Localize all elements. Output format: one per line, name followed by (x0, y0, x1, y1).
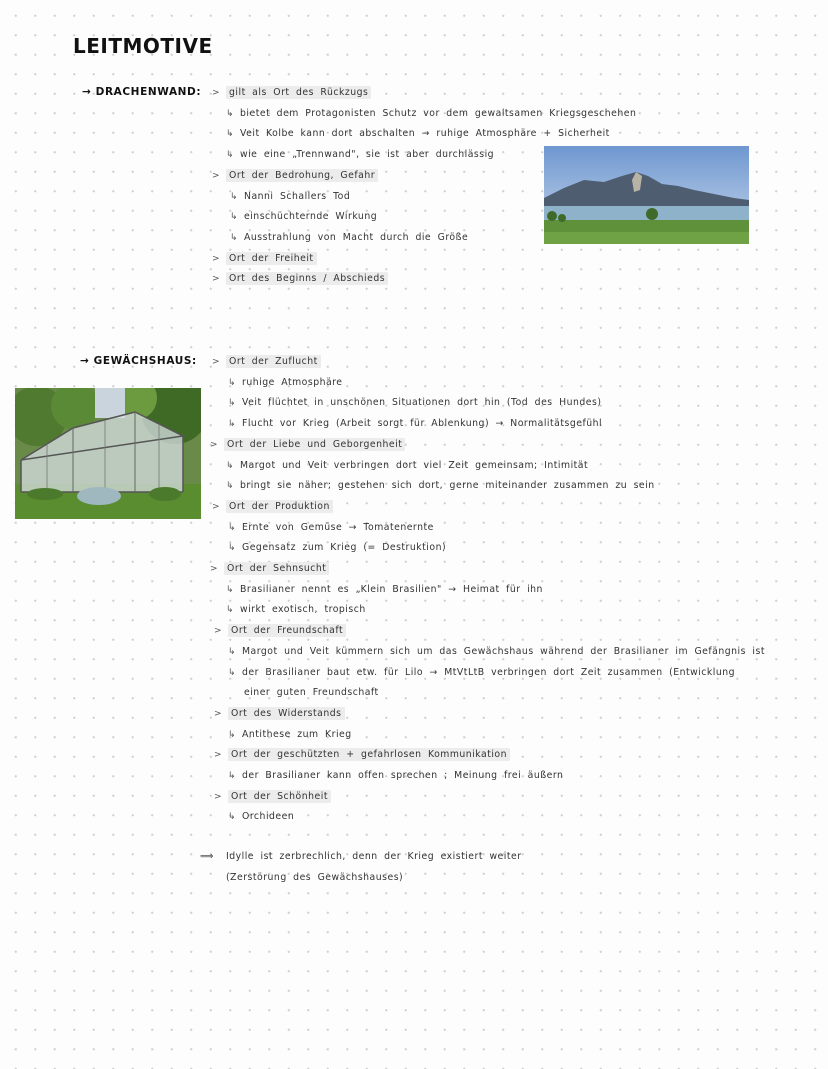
sub-arrow-icon: ↳ (228, 812, 237, 823)
section-gewaechshaus-heading: → GEWÄCHSHAUS: (80, 355, 197, 367)
note-text: einer guten Freundschaft (244, 687, 379, 699)
sub-arrow-icon: ↳ (226, 605, 235, 616)
note-line (226, 148, 494, 162)
note-line (212, 272, 388, 286)
note-line (214, 707, 345, 721)
note-text: Orchideen (242, 811, 295, 823)
note-line (228, 666, 735, 680)
note-line (228, 417, 602, 431)
note-text: Ort der Produktion (226, 500, 333, 513)
greenhouse-image (15, 388, 201, 519)
note-line (226, 603, 366, 617)
note-line (230, 231, 468, 245)
bullet-chevron-icon: > (212, 501, 221, 512)
note-text: Ausstrahlung von Macht durch die Größe (244, 231, 469, 243)
sub-arrow-icon: ↳ (228, 419, 237, 430)
bullet-chevron-icon: > (212, 253, 221, 264)
note-line (230, 190, 350, 204)
note-line (228, 521, 434, 535)
note-line (228, 541, 446, 555)
sub-arrow-icon: ↳ (230, 232, 239, 243)
note-text: Ort des Widerstands (228, 707, 345, 720)
note-text: bietet dem Protagonisten Schutz vor dem gewaltsamen Kriegsgeschehen (240, 107, 637, 119)
bullet-chevron-icon: > (212, 170, 221, 181)
lake-mountain-image (544, 146, 749, 244)
note-line (212, 355, 321, 369)
note-text: Ort der Liebe und Geborgenheit (224, 438, 405, 451)
note-line (226, 583, 543, 597)
note-line (212, 86, 371, 100)
conclusion-arrow: ⟹ (200, 851, 214, 862)
note-line (226, 479, 655, 493)
sub-arrow-icon: ↳ (226, 150, 235, 161)
sub-arrow-icon: ↳ (228, 522, 237, 533)
note-line (210, 562, 329, 576)
note-text: Ort der Sehnsucht (224, 562, 329, 575)
sub-arrow-icon: ↳ (228, 398, 237, 409)
note-line (228, 376, 343, 390)
conclusion-line-2: (Zerstörung des Gewächshauses) (226, 872, 404, 883)
note-line (214, 790, 331, 804)
note-line (214, 748, 510, 762)
note-line (228, 645, 765, 659)
conclusion-line-1: Idylle ist zerbrechlich, denn der Krieg existiert weiter (226, 851, 522, 862)
note-text: Nanni Schallers Tod (244, 190, 351, 202)
lake-mountain-photo (544, 146, 749, 244)
note-text: Ort des Beginns / Abschieds (226, 272, 388, 285)
note-text: wirkt exotisch, tropisch (240, 604, 366, 616)
bullet-chevron-icon: > (214, 791, 223, 802)
sub-arrow-icon: ↳ (226, 584, 235, 595)
page-title: LEITMOTIVE (73, 34, 213, 58)
note-text: wie eine „Trennwand", sie ist aber durchlässig (240, 149, 495, 161)
note-text: bringt sie näher; gestehen sich dort, gerne miteinander zusammen zu sein (240, 480, 655, 492)
sub-arrow-icon: ↳ (228, 771, 237, 781)
bullet-chevron-icon: > (212, 88, 221, 98)
note-text: Veit flüchtet in unschönen Situationen dort hin (Tod des Hundes) (242, 397, 602, 409)
bullet-chevron-icon: > (214, 708, 223, 719)
greenhouse-photo (15, 388, 201, 519)
note-text: gilt als Ort des Rückzugs (226, 86, 371, 99)
note-text: der Brasilianer baut etw. für Lilo → MtVtLtB verbringen dort Zeit zusammen (Entwicklung (242, 666, 736, 678)
sub-arrow-icon: ↳ (230, 191, 239, 202)
bullet-chevron-icon: > (210, 439, 219, 450)
sub-arrow-icon: ↳ (228, 667, 237, 678)
bullet-chevron-icon: > (212, 274, 221, 285)
bullet-chevron-icon: > (212, 357, 221, 367)
note-text: Ort der Bedrohung, Gefahr (226, 169, 378, 182)
note-text: Ort der geschützten + gefahrlosen Kommunikation (228, 748, 510, 761)
note-line (212, 252, 317, 266)
note-text: ruhige Atmosphäre (242, 376, 343, 388)
note-text: der Brasilianer kann offen sprechen ; Meinung frei äußern (242, 770, 564, 781)
note-line (230, 210, 377, 224)
sub-arrow-icon: ↳ (226, 481, 235, 492)
note-text: Ort der Freundschaft (228, 624, 346, 637)
bullet-chevron-icon: > (210, 564, 219, 574)
note-text: Ort der Freiheit (226, 252, 317, 265)
note-line (228, 728, 352, 742)
note-line (214, 624, 346, 638)
sub-arrow-icon: ↳ (228, 377, 237, 388)
section-drachenwand-heading: → DRACHENWAND: (82, 86, 202, 98)
bullet-chevron-icon: > (214, 750, 223, 761)
note-line (226, 459, 588, 473)
sub-arrow-icon: ↳ (226, 108, 235, 119)
note-text: Brasilianer nennt es „Klein Brasilien" → Heimat für ihn (240, 583, 543, 595)
note-text: Ernte von Gemüse → Tomatenernte (242, 521, 434, 533)
sub-arrow-icon: ↳ (226, 129, 235, 140)
sub-arrow-icon: ↳ (226, 460, 235, 471)
note-text: Antithese zum Krieg (242, 728, 352, 740)
note-line (244, 686, 379, 700)
sub-arrow-icon: ↳ (228, 729, 237, 740)
note-text: Flucht vor Krieg (Arbeit sorgt für Ablenkung) → Normalitätsgefühl (242, 418, 603, 430)
note-text: Gegensatz zum Krieg (= Destruktion) (242, 542, 447, 554)
note-line (212, 169, 378, 183)
note-line (212, 500, 333, 514)
note-line (228, 769, 563, 783)
bullet-chevron-icon: > (214, 626, 223, 637)
note-text: Veit Kolbe kann dort abschalten → ruhige Atmosphäre + Sicherheit (240, 128, 610, 140)
note-line (226, 127, 610, 141)
sub-arrow-icon: ↳ (228, 646, 237, 657)
note-text: einschüchternde Wirkung (244, 211, 378, 223)
note-line (226, 107, 636, 121)
note-line (228, 810, 294, 824)
note-line (210, 438, 405, 452)
note-text: Margot und Veit verbringen dort viel Zeit gemeinsam; Intimität (240, 459, 589, 471)
note-text: Ort der Zuflucht (226, 355, 321, 368)
sub-arrow-icon: ↳ (230, 212, 239, 223)
note-text: Margot und Veit kümmern sich um das Gewächshaus während der Brasilianer im Gefängnis ist (242, 645, 765, 657)
note-line (228, 396, 601, 410)
sub-arrow-icon: ↳ (228, 543, 237, 554)
note-text: Ort der Schönheit (228, 790, 331, 803)
